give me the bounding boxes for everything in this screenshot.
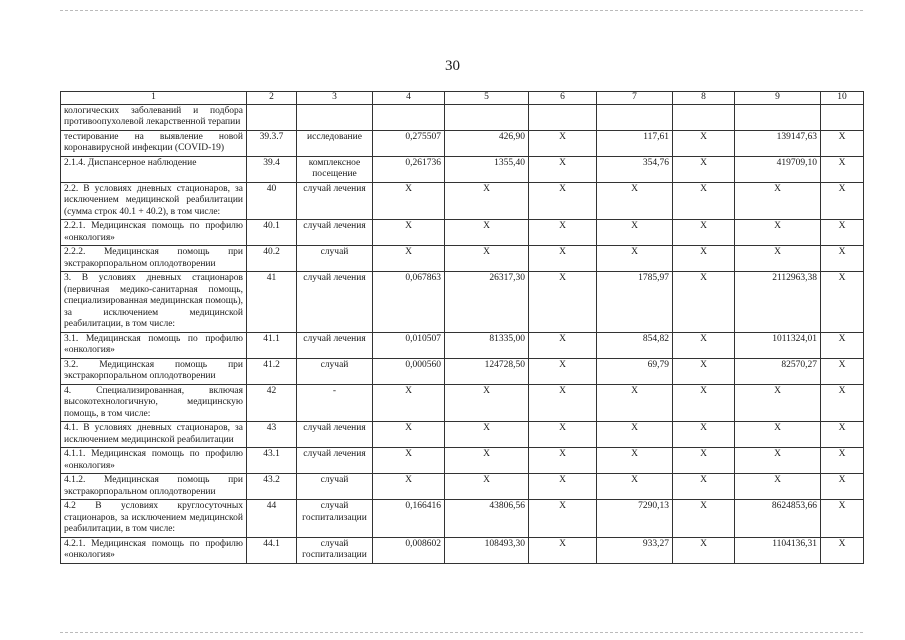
table-cell: 7290,13 (597, 500, 673, 538)
table-cell: Х (735, 422, 821, 448)
row-name-cell: 2.1.4. Диспансерное наблюдение (61, 156, 247, 182)
table-cell: Х (673, 474, 735, 500)
table-cell: Х (673, 422, 735, 448)
table-row (61, 358, 864, 384)
row-name-cell: тестирование на выявление новой коронавирусной инфекции (COVID-19) (61, 130, 247, 156)
table-cell: Х (597, 448, 673, 474)
header-cell: 4 (373, 92, 445, 105)
row-name-cell: 2.2.2. Медицинская помощь при экстракорпоральном оплодотворении (61, 246, 247, 272)
table-cell: 41.2 (247, 358, 297, 384)
row-name-cell: 3. В условиях дневных стационаров (первичная медико-санитарная помощь, специализированная медицинская помощь), за исключением медицинской реабилитации, в том числе: (61, 272, 247, 333)
table-cell: 8624853,66 (735, 500, 821, 538)
table-cell: 0,275507 (373, 130, 445, 156)
table-cell: Х (821, 182, 864, 220)
table-cell: исследование (297, 130, 373, 156)
table-cell: Х (673, 500, 735, 538)
row-name-cell: 4.1. В условиях дневных стационаров, за исключением медицинской реабилитации (61, 422, 247, 448)
table-cell: 41.1 (247, 332, 297, 358)
table-cell: Х (735, 220, 821, 246)
header-cell: 3 (297, 92, 373, 105)
table-cell: Х (673, 156, 735, 182)
row-name-cell: 2.2. В условиях дневных стационаров, за исключением медицинской реабилитации (сумма строк 40.1 + 40.2), в том числе: (61, 182, 247, 220)
top-scan-line (60, 10, 863, 11)
table-cell: 39.4 (247, 156, 297, 182)
table-cell: Х (821, 384, 864, 422)
table-cell: случай лечения (297, 272, 373, 333)
table-cell: 1785,97 (597, 272, 673, 333)
table-cell: Х (529, 537, 597, 563)
table-cell: Х (597, 474, 673, 500)
table-cell: Х (821, 500, 864, 538)
header-cell: 6 (529, 92, 597, 105)
table-cell (529, 104, 597, 130)
table-cell: 0,067863 (373, 272, 445, 333)
table-cell: Х (529, 448, 597, 474)
table-cell: Х (821, 448, 864, 474)
table-cell (821, 104, 864, 130)
table-row (61, 220, 864, 246)
table-cell: Х (673, 246, 735, 272)
table-cell: Х (821, 422, 864, 448)
table-cell: 419709,10 (735, 156, 821, 182)
table-cell: Х (373, 448, 445, 474)
table-cell: Х (673, 332, 735, 358)
table-cell: Х (529, 272, 597, 333)
table-row (61, 130, 864, 156)
table-cell: Х (445, 246, 529, 272)
table-cell: 40.1 (247, 220, 297, 246)
table-cell: Х (821, 130, 864, 156)
table-cell: случай госпитализации (297, 537, 373, 563)
table-cell (735, 104, 821, 130)
table-cell: Х (529, 422, 597, 448)
table-cell: 41 (247, 272, 297, 333)
header-cell: 9 (735, 92, 821, 105)
table-cell: Х (597, 246, 673, 272)
table-row (61, 537, 864, 563)
table-cell: Х (673, 272, 735, 333)
table-cell: Х (673, 130, 735, 156)
table-cell: Х (673, 384, 735, 422)
row-name-cell: 4.1.1. Медицинская помощь по профилю «онкология» (61, 448, 247, 474)
table-cell: 0,010507 (373, 332, 445, 358)
table-row (61, 182, 864, 220)
header-cell: 10 (821, 92, 864, 105)
table-cell: 1011324,01 (735, 332, 821, 358)
table-cell: 26317,30 (445, 272, 529, 333)
table-cell: Х (373, 246, 445, 272)
table-cell: 1355,40 (445, 156, 529, 182)
row-name-cell: 3.2. Медицинская помощь при экстракорпоральном оплодотворении (61, 358, 247, 384)
table-cell (597, 104, 673, 130)
table-row (61, 500, 864, 538)
table-cell: 0,008602 (373, 537, 445, 563)
table-cell: Х (821, 156, 864, 182)
table-cell: 0,166416 (373, 500, 445, 538)
table-cell: Х (529, 474, 597, 500)
table-row (61, 272, 864, 333)
table-cell: Х (821, 537, 864, 563)
table-row (61, 246, 864, 272)
table-cell: 139147,63 (735, 130, 821, 156)
table-cell: Х (673, 358, 735, 384)
table-cell: 44.1 (247, 537, 297, 563)
table-cell: Х (445, 220, 529, 246)
row-name-cell: кологических заболеваний и подбора противоопухолевой лекарственной терапии (61, 104, 247, 130)
table-cell: 40 (247, 182, 297, 220)
table-cell: случай (297, 246, 373, 272)
table-cell: Х (735, 448, 821, 474)
table-cell: Х (445, 422, 529, 448)
row-name-cell: 4.2.1. Медицинская помощь по профилю «онкология» (61, 537, 247, 563)
table-cell: - (297, 384, 373, 422)
table-cell: 44 (247, 500, 297, 538)
table-cell: 39.3.7 (247, 130, 297, 156)
table-cell: Х (821, 332, 864, 358)
table-cell: Х (529, 246, 597, 272)
table-cell: Х (673, 220, 735, 246)
table-cell: 354,76 (597, 156, 673, 182)
table-cell (373, 104, 445, 130)
table-cell: Х (529, 130, 597, 156)
row-name-cell: 3.1. Медицинская помощь по профилю «онкология» (61, 332, 247, 358)
table-row (61, 448, 864, 474)
table-cell: 43806,56 (445, 500, 529, 538)
table-cell: Х (597, 422, 673, 448)
table-cell: 43.2 (247, 474, 297, 500)
table-cell: Х (445, 474, 529, 500)
table-cell: Х (529, 358, 597, 384)
table-cell: 43.1 (247, 448, 297, 474)
header-cell: 1 (61, 92, 247, 105)
table-cell: 0,000560 (373, 358, 445, 384)
tariff-table (60, 91, 864, 564)
table-cell: 124728,50 (445, 358, 529, 384)
table-cell: Х (735, 384, 821, 422)
table-cell: Х (529, 332, 597, 358)
table-cell: Х (373, 384, 445, 422)
table-row (61, 422, 864, 448)
page-number: 30 (445, 58, 460, 74)
table-row (61, 384, 864, 422)
table-cell: случай лечения (297, 182, 373, 220)
bottom-scan-line (60, 632, 863, 633)
table-cell: 2112963,38 (735, 272, 821, 333)
header-cell: 2 (247, 92, 297, 105)
table-header-row (61, 92, 864, 105)
table-cell (297, 104, 373, 130)
table-cell: 69,79 (597, 358, 673, 384)
row-name-cell: 4. Специализированная, включая высокотехнологичную, медицинскую помощь, в том числе: (61, 384, 247, 422)
table-cell (445, 104, 529, 130)
table-cell: 108493,30 (445, 537, 529, 563)
table-cell: 426,90 (445, 130, 529, 156)
table-cell: Х (673, 448, 735, 474)
table-cell: Х (673, 537, 735, 563)
row-name-cell: 2.2.1. Медицинская помощь по профилю «онкология» (61, 220, 247, 246)
table-cell (247, 104, 297, 130)
table-cell: случай госпитализации (297, 500, 373, 538)
table-cell: Х (821, 272, 864, 333)
header-cell: 5 (445, 92, 529, 105)
table-cell: Х (529, 384, 597, 422)
table-cell: случай лечения (297, 448, 373, 474)
table-cell: Х (735, 474, 821, 500)
table-cell: Х (445, 182, 529, 220)
table-cell: случай лечения (297, 422, 373, 448)
table-cell: Х (735, 182, 821, 220)
table-cell: Х (597, 182, 673, 220)
table-cell: 81335,00 (445, 332, 529, 358)
table-cell: случай лечения (297, 220, 373, 246)
table-cell: Х (373, 474, 445, 500)
table-cell: Х (821, 474, 864, 500)
table-cell: комплексное посещение (297, 156, 373, 182)
table-cell: Х (529, 182, 597, 220)
table-cell: Х (673, 182, 735, 220)
table-cell: 42 (247, 384, 297, 422)
table-cell: случай лечения (297, 332, 373, 358)
table-cell: случай (297, 358, 373, 384)
table-cell: 82570,27 (735, 358, 821, 384)
table-cell: Х (373, 182, 445, 220)
table-cell: 43 (247, 422, 297, 448)
table-cell: Х (821, 358, 864, 384)
row-name-cell: 4.1.2. Медицинская помощь при экстракорпоральном оплодотворении (61, 474, 247, 500)
table-row (61, 332, 864, 358)
table-cell: 933,27 (597, 537, 673, 563)
table-cell: Х (735, 246, 821, 272)
table-cell: Х (529, 156, 597, 182)
table-cell: Х (445, 448, 529, 474)
table-cell: Х (821, 220, 864, 246)
table-cell: Х (373, 220, 445, 246)
table-cell: 117,61 (597, 130, 673, 156)
header-cell: 8 (673, 92, 735, 105)
table-cell: случай (297, 474, 373, 500)
table-cell: 40.2 (247, 246, 297, 272)
table-cell: 0,261736 (373, 156, 445, 182)
table-cell: 1104136,31 (735, 537, 821, 563)
table-row (61, 474, 864, 500)
table-cell: Х (445, 384, 529, 422)
table-cell: Х (529, 500, 597, 538)
table-cell: Х (529, 220, 597, 246)
row-name-cell: 4.2 В условиях круглосуточных стационаров, за исключением медицинской реабилитации, в том числе: (61, 500, 247, 538)
table-cell (673, 104, 735, 130)
table-cell: Х (821, 246, 864, 272)
table-cell: Х (597, 220, 673, 246)
table-cell: Х (597, 384, 673, 422)
table-row (61, 156, 864, 182)
table-cell: Х (373, 422, 445, 448)
header-cell: 7 (597, 92, 673, 105)
table-cell: 854,82 (597, 332, 673, 358)
table-row (61, 104, 864, 130)
